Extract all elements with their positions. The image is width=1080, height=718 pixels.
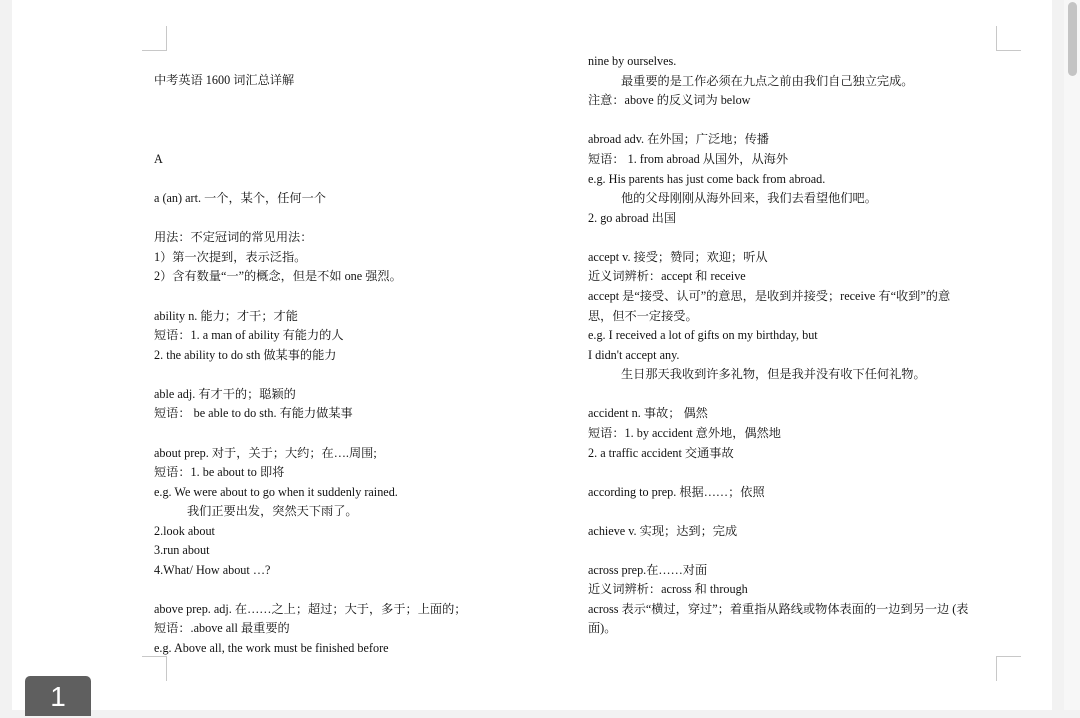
phrase-line: 短语： 1. from abroad 从国外，从海外 <box>588 152 789 166</box>
entry-headword: accept v. 接受；赞同；欢迎；听从 <box>588 250 768 264</box>
entry-headword: across prep.在……对面 <box>588 563 708 577</box>
entry-headword: abroad adv. 在外国；广泛地；传播 <box>588 132 769 146</box>
crop-mark-bottom-left <box>142 656 167 681</box>
phrase-line: 3.run about <box>154 543 210 557</box>
phrase-line: 4.What/ How about …? <box>154 563 271 577</box>
entry-headword: able adj. 有才干的；聪颖的 <box>154 387 296 401</box>
scrollbar-thumb[interactable] <box>1068 2 1077 76</box>
phrase-line: 2. a traffic accident 交通事故 <box>588 446 734 460</box>
phrase-line: 短语：1. a man of ability 有能力的人 <box>154 328 344 342</box>
crop-mark-top-left <box>142 26 167 51</box>
vertical-scrollbar[interactable] <box>1064 0 1080 710</box>
crop-mark-bottom-right <box>996 656 1021 681</box>
phrase-line: 短语：1. by accident 意外地，偶然地 <box>588 426 781 440</box>
example-sentence: e.g. Above all, the work must be finished before <box>154 641 389 655</box>
example-sentence: e.g. His parents has just come back from abroad. <box>588 172 826 186</box>
usage-note: 面)。 <box>588 621 617 635</box>
example-sentence: e.g. I received a lot of gifts on my birthday, but <box>588 328 818 342</box>
phrase-line: 短语：.above all 最重要的 <box>154 621 290 635</box>
phrase-line: 短语： be able to do sth. 有能力做某事 <box>154 406 353 420</box>
usage-note: accept 是“接受、认可”的意思，是收到并接受；receive 有“收到”的意 <box>588 289 951 303</box>
usage-note: 注意：above 的反义词为 below <box>588 93 751 107</box>
example-translation: 生日那天我收到许多礼物，但是我并没有收下任何礼物。 <box>621 367 926 381</box>
page-number-badge: 1 <box>25 676 91 716</box>
entry-headword: achieve v. 实现；达到；完成 <box>588 524 738 538</box>
crop-mark-top-right <box>996 26 1021 51</box>
usage-note: 近义词辨析：accept 和 receive <box>588 269 746 283</box>
entry-headword: a (an) art. 一个，某个，任何一个 <box>154 191 326 205</box>
usage-note: 2）含有数量“一”的概念，但是不如 one 强烈。 <box>154 269 402 283</box>
entry-headword: above prep. adj. 在……之上；超过；大于，多于；上面的； <box>154 602 467 616</box>
usage-note: 近义词辨析：across 和 through <box>588 582 748 596</box>
phrase-line: 2.look about <box>154 524 215 538</box>
entry-headword: ability n. 能力；才干；才能 <box>154 309 298 323</box>
document-page <box>12 0 1052 710</box>
usage-note: 1）第一次提到，表示泛指。 <box>154 250 307 264</box>
entry-headword: accident n. 事故； 偶然 <box>588 406 708 420</box>
entry-headword: according to prep. 根据……；依照 <box>588 485 765 499</box>
example-sentence: e.g. We were about to go when it suddenly rained. <box>154 485 398 499</box>
example-translation: 我们正要出发，突然天下雨了。 <box>187 504 358 518</box>
example-translation: 他的父母刚刚从海外回来，我们去看望他们吧。 <box>621 191 877 205</box>
example-sentence: nine by ourselves. <box>588 54 677 68</box>
example-translation: 最重要的是工作必须在九点之前由我们自己独立完成。 <box>621 74 914 88</box>
phrase-line: 2. go abroad 出国 <box>588 211 677 225</box>
section-letter: A <box>154 152 163 166</box>
document-title: 中考英语 1600 词汇总详解 <box>154 73 295 87</box>
phrase-line: 短语：1. be about to 即将 <box>154 465 285 479</box>
example-sentence: I didn't accept any. <box>588 348 680 362</box>
usage-note: 思，但不一定接受。 <box>588 309 698 323</box>
phrase-line: 2. the ability to do sth 做某事的能力 <box>154 348 337 362</box>
entry-headword: about prep. 对于，关于；大约；在….周围; <box>154 446 377 460</box>
usage-note: 用法：不定冠词的常见用法： <box>154 230 313 244</box>
usage-note: across 表示“横过，穿过”；着重指从路线或物体表面的一边到另一边 (表 <box>588 602 969 616</box>
